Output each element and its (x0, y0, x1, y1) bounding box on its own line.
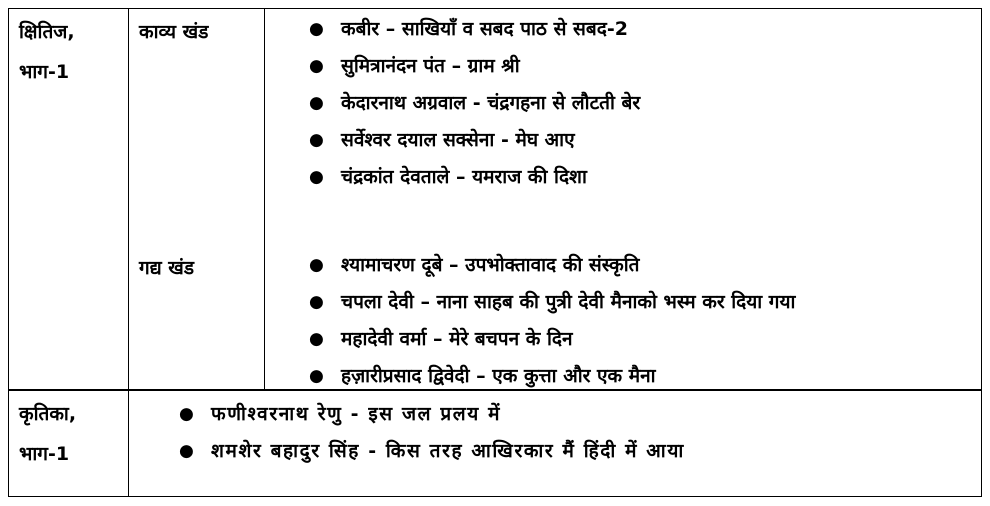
section-title-prose: गद्य खंड (139, 257, 194, 279)
column-divider-left (128, 9, 129, 496)
row-label-line2: भाग-1 (19, 61, 70, 83)
bullet-icon: ● (309, 56, 324, 76)
bullet-icon: ● (309, 366, 324, 386)
bullet-icon: ● (179, 441, 196, 461)
row-label-kritika (19, 394, 76, 474)
poetry-list (309, 11, 641, 196)
prose-list (309, 247, 796, 395)
bullet-icon: ● (309, 255, 324, 275)
list-item: ● शमशेर बहादुर सिंह - किस तरह आखिरकार मैं हिंदी में आया (211, 433, 685, 470)
list-item: ● श्यामाचरण दूबे – उपभोक्तावाद की संस्कृति (341, 247, 795, 284)
kritika-list (179, 396, 685, 470)
list-item: ● सुमित्रानंदन पंत – ग्राम श्री (341, 48, 640, 85)
bullet-icon: ● (309, 292, 324, 312)
bullet-icon: ● (309, 93, 324, 113)
row-label-line1: क्षितिज, (19, 21, 75, 43)
column-divider-middle (264, 9, 265, 389)
list-item: ● चंद्रकांत देवताले – यमराज की दिशा (341, 159, 640, 196)
list-item: ● महादेवी वर्मा – मेरे बचपन के दिन (341, 321, 795, 358)
bullet-icon: ● (309, 19, 324, 39)
row-label-kshitij (19, 12, 75, 92)
bullet-icon: ● (309, 329, 324, 349)
row-label-line2: भाग-1 (19, 443, 70, 465)
list-item: ● हज़ारीप्रसाद द्विवेदी – एक कुत्ता और एक मैना (341, 358, 795, 395)
row-label-line1: कृतिका, (19, 403, 77, 425)
syllabus-table (8, 8, 982, 497)
bullet-icon: ● (309, 130, 324, 150)
list-item: ● सर्वेश्वर दयाल सक्सेना - मेघ आए (341, 122, 640, 159)
list-item: ● चपला देवी – नाना साहब की पुत्री देवी मैनाको भस्म कर दिया गया (341, 284, 795, 321)
list-item: ● केदारनाथ अग्रवाल - चंद्रगहना से लौटती बेर (341, 85, 640, 122)
bullet-icon: ● (179, 404, 196, 424)
bullet-icon: ● (309, 167, 324, 187)
list-item: ● फणीश्वरनाथ रेणु - इस जल प्रलय में (211, 396, 685, 433)
section-title-poetry: काव्य खंड (139, 21, 209, 43)
list-item: ● कबीर – साखियाँ व सबद पाठ से सबद-2 (341, 11, 640, 48)
